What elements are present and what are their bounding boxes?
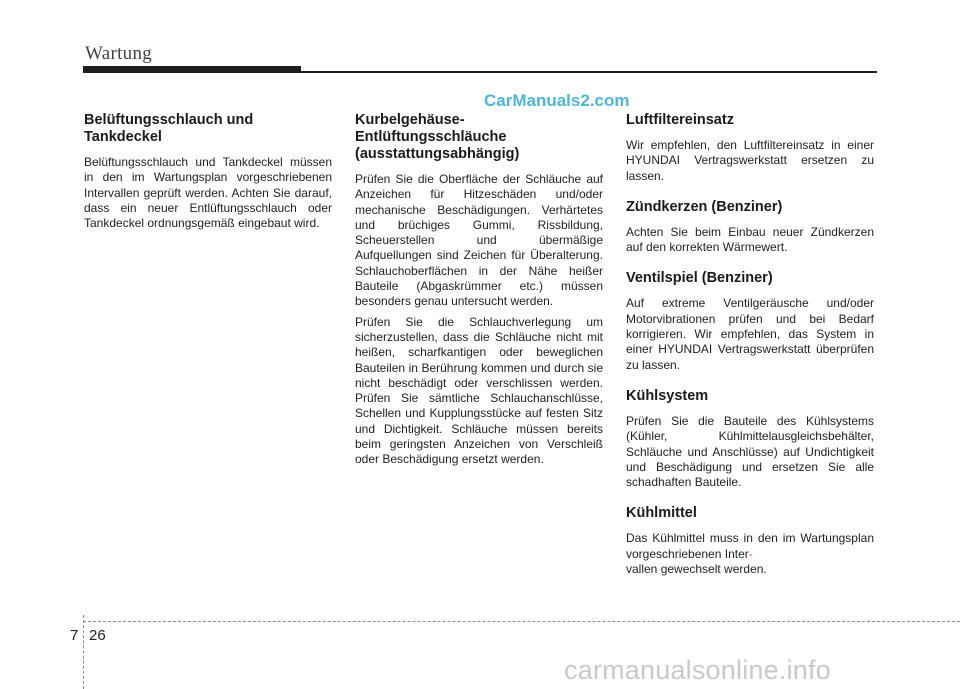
section-kuehlmittel: [626, 505, 874, 577]
heading-kurbelgehaeuse: Kurbelgehäuse-Entlüftungsschläuche (ausstattungsabhängig): [355, 112, 520, 162]
paragraph: Prüfen Sie die Schlauchverlegung um sicherzustellen, dass die Schläuche nicht mit heißen, scharfkantigen oder beweglichen Bauteilen in Berührung kommen und durch sie nicht beschädigt oder verschlissen werden. Prüfen Sie sämtliche Schlauchanschlüsse, Schellen und Kupplungsstücke auf festen Sitz und Dichtigkeit. Schläuche müssen bereits beim geringsten Anzeichen von Verschleiß oder Beschädigung ersetzt werden.: [355, 314, 603, 467]
paragraph: [626, 531, 874, 577]
column-1: [84, 112, 332, 236]
heading-ventilspiel: Ventilspiel (Benziner): [626, 270, 773, 287]
text-part: Das Kühlmittel muss in den im Wartungsplan vorgeschriebenen Inter: [626, 531, 874, 561]
heading-belueftungsschlauch: Belüftungsschlauch und Tankdeckel: [84, 112, 254, 145]
header-rule-thick: [83, 66, 301, 73]
watermark-bottom: carmanualsonline.info: [564, 655, 831, 685]
heading-zuendkerzen: Zündkerzen (Benziner): [626, 198, 783, 215]
heading-kuehlsystem: Kühlsystem: [626, 387, 709, 404]
footer-divider: [83, 621, 960, 622]
paragraph: Prüfen Sie die Oberfläche der Schläuche auf Anzeichen für Hitzeschäden und/oder mechanische Beschädigungen. Verhärtetes und brüchiges Gummi, Rissbildung, Scheuerstellen und übermäßige Aufquellungen sind Zeichen für Überalterung. Schlauchoberflächen in der Nähe heißer Bauteile (Abgaskrümmer etc.) müssen besonders genau untersucht werden.: [355, 172, 603, 309]
section-title: Wartung: [85, 43, 153, 64]
footer-vertical-divider: [83, 615, 84, 689]
hyphen-mark: -: [748, 546, 753, 561]
text-part: vallen gewechselt werden.: [626, 562, 767, 577]
section-ventilspiel: [626, 270, 874, 372]
paragraph: Auf extreme Ventilgeräusche und/oder Motorvibrationen prüfen und bei Bedarf korrigieren. Wir empfehlen, das System in einer HYUNDAI Vertragswerkstatt überprüfen zu lassen.: [626, 296, 874, 372]
watermark-top: CarManuals2.com: [484, 91, 630, 110]
section-zuendkerzen: [626, 199, 874, 256]
heading-kuehlmittel: Kühlmittel: [626, 505, 697, 522]
section-luftfilter: [626, 112, 874, 184]
paragraph: Wir empfehlen, den Luftfiltereinsatz in einer HYUNDAI Vertragswerkstatt ersetzen zu lassen.: [626, 138, 874, 183]
header-rule-thin: [301, 71, 877, 73]
heading-luftfilter: Luftfiltereinsatz: [626, 112, 734, 128]
paragraph: Achten Sie beim Einbau neuer Zündkerzen auf den korrekten Wärmewert.: [626, 224, 874, 255]
page-number: 26: [89, 627, 106, 644]
chapter-number: 7: [70, 627, 79, 644]
paragraph: Belüftungsschlauch und Tankdeckel müssen in den im Wartungsplan vorgeschriebenen Intervallen geprüft werden. Achten Sie darauf, dass ein neuer Entlüftungsschlauch oder Tankdeckel ordnungsgemäß eingebaut wird.: [84, 155, 332, 231]
section-kuehlsystem: [626, 388, 874, 490]
column-3: [626, 112, 874, 592]
paragraph: Prüfen Sie die Bauteile des Kühlsystems (Kühler, Kühlmittelausgleichsbehälter, Schläuche und Anschlüsse) auf Undichtigkeit und Beschädigung und ersetzen Sie alle schadhaften Bauteile.: [626, 413, 874, 490]
column-2: [355, 112, 603, 473]
